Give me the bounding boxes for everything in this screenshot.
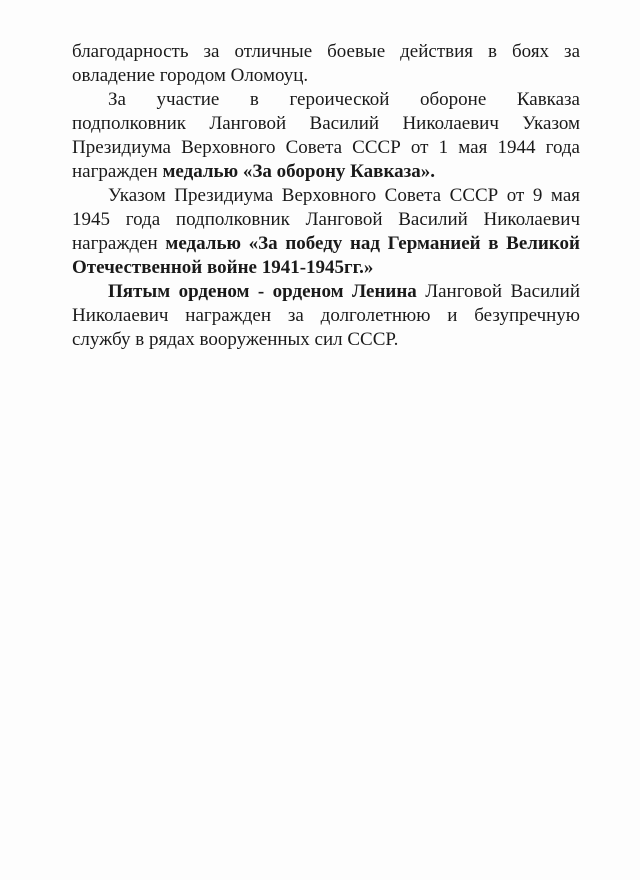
document-text [72,40,580,352]
paragraph-2 [72,88,580,184]
paragraph-2-line-2: подполковник Ланговой Василий Николаевич Указом [72,113,580,134]
order-lenin-title: Пятым орденом - орденом Ленина [108,281,417,302]
paragraph-3 [72,184,580,280]
paragraph-4 [72,280,580,352]
paragraph-1-line-2: овладение городом Оломоуц. [72,65,309,86]
paragraph-3-line-3-normal: награжден [72,233,166,254]
paragraph-1-line-1: благодарность за отличные боевые действия в боях за [72,41,580,62]
paragraph-3-line-4 [72,256,580,280]
medal-victory-title-part-2: Отечественной войне 1941-1945гг.» [72,257,374,278]
paragraph-4-line-3: службу в рядах вооруженных сил СССР. [72,329,399,350]
paragraph-4-line-1-normal: Ланговой Василий [416,281,580,302]
paragraph-1 [72,40,580,88]
medal-caucasus-title: медалью «За оборону Кавказа». [162,161,435,182]
medal-victory-title-part-1: медалью «За победу над Германией в Великой [165,233,580,254]
paragraph-3-line-3 [72,232,580,256]
paragraph-2-line-4 [72,160,580,184]
paragraph-3-line-2: 1945 года подполковник Ланговой Василий Николаевич [72,209,580,230]
paragraph-4-line-1 [72,280,580,304]
paragraph-4-line-2: Николаевич награжден за долголетнюю и безупречную [72,305,580,326]
paragraph-2-line-4-normal: награжден [72,161,163,182]
paragraph-2-line-1: За участие в героической обороне Кавказа [108,89,580,110]
paragraph-3-line-1: Указом Президиума Верховного Совета СССР от 9 мая [108,185,580,206]
paragraph-2-line-3: Президиума Верховного Совета СССР от 1 мая 1944 года [72,137,580,158]
